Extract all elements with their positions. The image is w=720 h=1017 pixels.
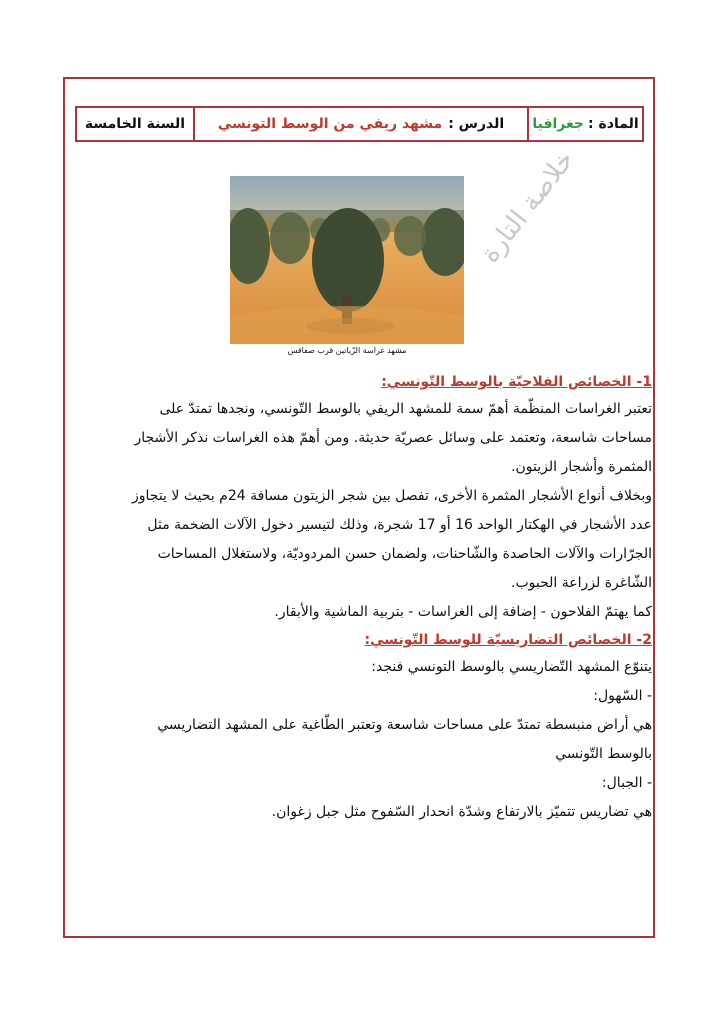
school-year: السنة الخامسة bbox=[84, 116, 186, 132]
mountains-label: - الجبال: bbox=[601, 775, 652, 791]
lesson-content bbox=[82, 369, 652, 827]
paragraph-line: الشّاغرة لزراعة الحبوب. bbox=[511, 575, 652, 591]
lesson-header-table bbox=[75, 106, 644, 142]
section-1-title: 1- الخصائص الفلاحيّة بالوسط التّونسي: bbox=[381, 374, 652, 390]
photo-caption: مشهد غراسة الزّياتين قرب صفاقس bbox=[287, 346, 407, 355]
section-2-title: 2- الخصائص التضاريسيّة للوسط التّونسي: bbox=[364, 632, 652, 648]
subject-cell bbox=[527, 108, 642, 140]
lesson-label: الدرس : bbox=[448, 116, 505, 132]
lesson-cell bbox=[193, 108, 527, 140]
olive-grove-photo bbox=[230, 176, 464, 344]
paragraph-line: الجرّارات والآلات الحاصدة والشّاحنات، ولضمان حسن المردوديّة، ولاستغلال المساحات bbox=[157, 546, 652, 562]
paragraph-line: المثمرة وأشجار الزيتون. bbox=[511, 459, 652, 475]
year-cell bbox=[77, 108, 193, 140]
paragraph-line: وبخلاف أنواع الأشجار المثمرة الأخرى، تفصل بين شجر الزيتون مسافة 24م بحيث لا يتجاوز bbox=[132, 488, 652, 504]
section-2-intro: يتنوّع المشهد التّضاريسي بالوسط التونسي فنجد: bbox=[371, 659, 652, 675]
subject-value: جغرافيا bbox=[532, 116, 585, 132]
mountains-text: هي تضاريس تتميّز بالارتفاع وشدّة انحدار السّفوح مثل جبل زغوان. bbox=[271, 804, 652, 820]
paragraph-line: تعتبر الغراسات المنظّمة أهمّ سمة للمشهد الريفي بالوسط التّونسي، ونجدها تمتدّ على bbox=[159, 401, 652, 417]
lesson-title: مشهد ريفي من الوسط التونسي bbox=[217, 116, 443, 132]
subject-label: المادة : bbox=[588, 116, 639, 132]
paragraph-line: مساحات شاسعة، وتعتمد على وسائل عصريّة حديثة. ومن أهمّ هذه الغراسات نذكر الأشجار bbox=[134, 430, 652, 446]
paragraph-line: كما يهتمّ الفلاحون - إضافة إلى الغراسات - بتربية الماشية والأبقار. bbox=[274, 604, 652, 620]
plains-text: هي أراض منبسطة تمتدّ على مساحات شاسعة وتعتبر الطّاغية على المشهد التضاريسي bbox=[157, 717, 652, 733]
watermark-text: خلاصة التارة bbox=[475, 145, 581, 269]
plains-text: بالوسط التّونسي bbox=[555, 746, 652, 762]
plains-label: - السّهول: bbox=[593, 688, 652, 704]
paragraph-line: عدد الأشجار في الهكتار الواحد 16 أو 17 شجرة، وذلك لتيسير دخول الآلات الضخمة مثل bbox=[147, 517, 652, 533]
